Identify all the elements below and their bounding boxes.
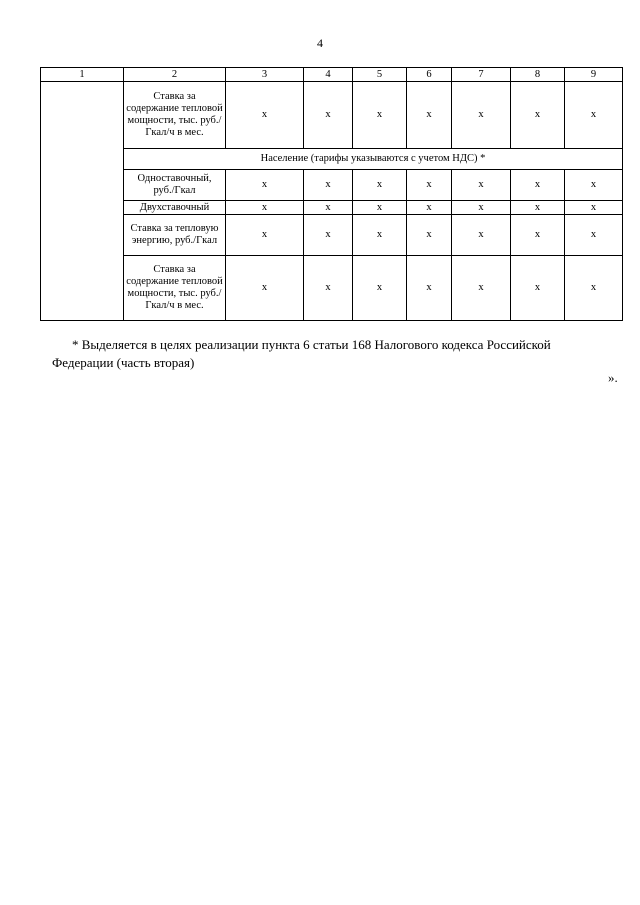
value-cell: х [511, 201, 565, 215]
value-cell: х [353, 170, 407, 201]
value-cell: х [452, 82, 511, 149]
empty-first-column-cell [41, 82, 124, 321]
value-cell: х [452, 170, 511, 201]
value-cell: х [353, 82, 407, 149]
value-cell: х [407, 82, 452, 149]
value-cell: х [452, 256, 511, 321]
value-cell: х [353, 201, 407, 215]
value-cell: х [226, 215, 304, 256]
value-cell: х [226, 201, 304, 215]
column-number: 2 [124, 68, 226, 82]
value-cell: х [407, 170, 452, 201]
row-label: Ставка за тепловую энергию, руб./Гкал [124, 215, 226, 256]
value-cell: х [226, 82, 304, 149]
value-cell: х [304, 201, 353, 215]
row-label: Ставка за содержание тепловой мощности, тыс. руб./Гкал/ч в мес. [124, 82, 226, 149]
footnote-line: Федерации (часть вторая) [52, 355, 195, 370]
value-cell: х [304, 256, 353, 321]
column-number: 9 [565, 68, 623, 82]
value-cell: х [511, 170, 565, 201]
table-row [41, 215, 623, 256]
row-label: Ставка за содержание тепловой мощности, тыс. руб./Гкал/ч в мес. [124, 256, 226, 321]
row-label: Одноставочный, руб./Гкал [124, 170, 226, 201]
value-cell: х [452, 201, 511, 215]
column-number: 8 [511, 68, 565, 82]
table-row [41, 201, 623, 215]
value-cell: х [353, 256, 407, 321]
value-cell: х [565, 215, 623, 256]
column-number: 6 [407, 68, 452, 82]
footnote-line: * Выделяется в целях реализации пункта 6 статьи 168 Налогового кодекса Российской [72, 337, 551, 352]
value-cell: х [304, 82, 353, 149]
footnote [52, 336, 612, 372]
value-cell: х [565, 201, 623, 215]
table-row [41, 82, 623, 149]
value-cell: х [407, 201, 452, 215]
section-heading: Население (тарифы указываются с учетом НДС) * [124, 149, 623, 170]
value-cell: х [565, 170, 623, 201]
table-header-row [41, 68, 623, 82]
value-cell: х [304, 215, 353, 256]
tariff-table [40, 67, 623, 321]
page-number: 4 [317, 36, 323, 50]
value-cell: х [452, 215, 511, 256]
table-row [41, 170, 623, 201]
value-cell: х [565, 256, 623, 321]
closing-quote: ». [608, 370, 618, 385]
value-cell: х [407, 215, 452, 256]
value-cell: х [565, 82, 623, 149]
value-cell: х [226, 256, 304, 321]
column-number: 4 [304, 68, 353, 82]
value-cell: х [226, 170, 304, 201]
table-row [41, 256, 623, 321]
value-cell: х [304, 170, 353, 201]
column-number: 7 [452, 68, 511, 82]
column-number: 3 [226, 68, 304, 82]
value-cell: х [353, 215, 407, 256]
value-cell: х [407, 256, 452, 321]
section-row [41, 149, 623, 170]
column-number: 5 [353, 68, 407, 82]
value-cell: х [511, 215, 565, 256]
value-cell: х [511, 82, 565, 149]
row-label: Двухставочный [124, 201, 226, 215]
column-number: 1 [41, 68, 124, 82]
value-cell: х [511, 256, 565, 321]
